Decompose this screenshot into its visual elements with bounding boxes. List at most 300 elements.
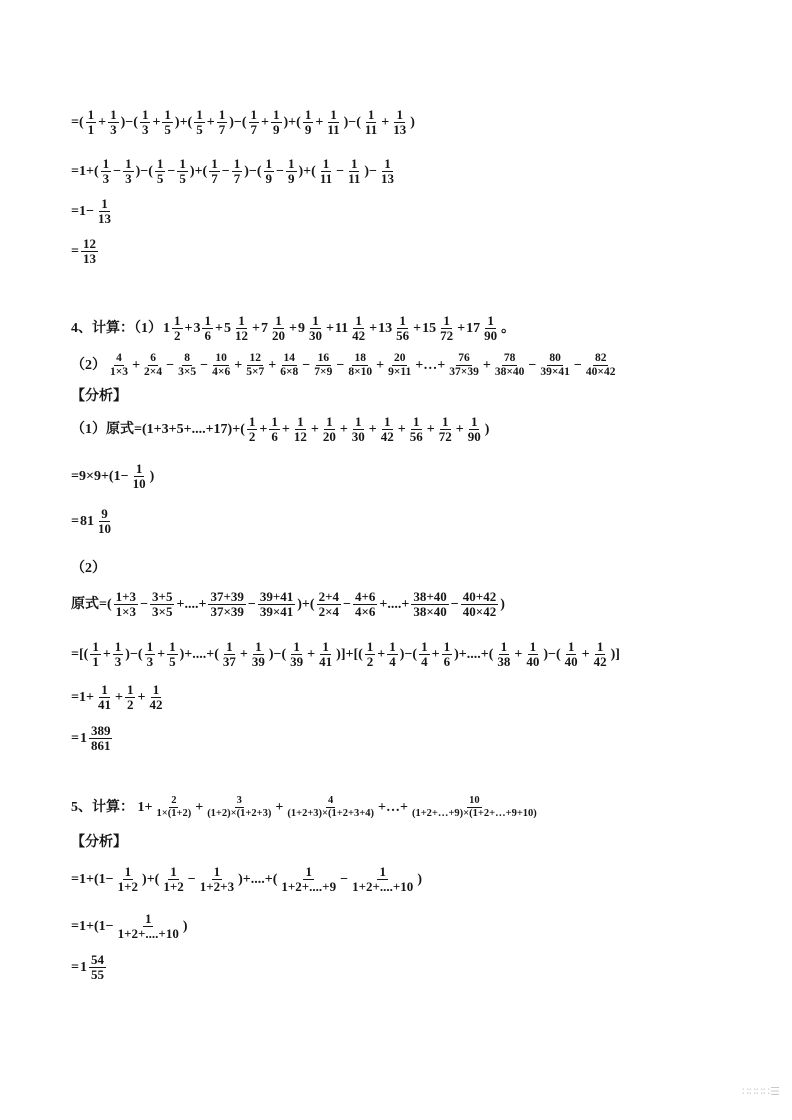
fraction-numerator: 1	[529, 639, 537, 654]
fraction-denominator: 13	[82, 251, 96, 266]
mixed-whole: 13	[378, 320, 393, 336]
fraction-denominator: 6×8	[280, 366, 299, 378]
fraction-denominator: 72	[440, 328, 454, 343]
fraction-denominator: 6	[204, 328, 211, 343]
fraction-denominator: 9	[304, 122, 312, 137]
fraction-denominator: 3×5	[178, 366, 197, 378]
math-text: =[(	[71, 646, 89, 662]
fraction-denominator: 1	[92, 654, 99, 669]
math-text: )−(	[244, 163, 262, 179]
fraction-denominator: 42	[149, 697, 163, 712]
fraction-numerator: 2+4	[318, 589, 339, 604]
math-text: )+(	[174, 114, 193, 130]
math-text: −	[140, 596, 149, 612]
math-text: +	[152, 114, 161, 130]
fraction	[410, 795, 539, 820]
fraction-denominator: 56	[396, 328, 410, 343]
fraction-numerator: 1	[124, 864, 132, 879]
fraction-numerator: 1	[226, 639, 233, 654]
fraction-numerator: 1	[152, 682, 160, 697]
math-text: 5、计算： 1+	[71, 799, 153, 815]
fraction-numerator: 1	[384, 156, 391, 171]
fraction	[114, 590, 138, 619]
math-text: +	[369, 320, 378, 336]
fraction	[321, 415, 338, 444]
math-text: （1）原式=(1+3+5+....+17)+(	[71, 421, 245, 437]
fraction-numerator: 82	[594, 352, 607, 364]
math-text: +	[195, 799, 204, 815]
fraction-numerator: 9	[101, 506, 108, 521]
fraction	[387, 640, 398, 669]
mixed-number	[466, 314, 500, 343]
math-text: )	[417, 871, 422, 887]
math-text: =1+(1−	[71, 871, 114, 887]
fraction-numerator: 1	[384, 414, 391, 429]
fraction	[108, 108, 119, 137]
fraction-denominator: 861	[90, 738, 111, 753]
math-text: 【分析】	[71, 389, 127, 404]
math-text: −	[221, 163, 230, 179]
fraction-denominator: 1+2+....+10	[117, 926, 179, 941]
math-line-q5-analysis	[70, 836, 128, 850]
fraction-numerator: 1+3	[115, 589, 137, 604]
math-text: +	[426, 421, 435, 437]
math-line-q4-a1-l1	[70, 415, 490, 444]
fraction	[194, 108, 205, 137]
fraction-denominator: 40	[564, 654, 578, 669]
math-text: =1+(1−	[71, 918, 114, 934]
math-line-q4-title	[70, 314, 516, 343]
fraction	[271, 108, 282, 137]
fraction-numerator: 1	[174, 313, 181, 328]
fraction	[176, 352, 198, 379]
fraction	[96, 683, 113, 712]
math-text: =(	[71, 114, 84, 130]
math-text: +	[413, 320, 422, 336]
fraction-numerator: 8	[184, 352, 190, 364]
fraction-numerator: 1	[125, 156, 132, 171]
math-text: +…+	[377, 799, 408, 815]
fraction	[221, 640, 238, 669]
math-text: =	[71, 730, 79, 746]
fraction-denominator: 56	[409, 429, 423, 444]
mixed-number	[335, 314, 368, 343]
fraction-numerator: 1	[567, 639, 575, 654]
fraction-numerator: 1	[312, 313, 319, 328]
fraction	[217, 108, 228, 137]
math-text: 【分析】	[71, 835, 127, 850]
math-text: )+(	[297, 596, 315, 612]
math-text: )−(	[543, 646, 561, 662]
fraction	[365, 640, 376, 669]
mixed-number	[261, 314, 288, 343]
fraction-denominator: 13	[393, 122, 407, 137]
fraction-numerator: 2	[171, 795, 177, 806]
fraction-numerator: 76	[458, 352, 470, 364]
fraction-denominator: 4	[389, 654, 396, 669]
fraction	[89, 724, 113, 753]
fraction	[167, 640, 178, 669]
math-text: )+(	[298, 163, 316, 179]
fraction-numerator: 1	[146, 639, 154, 654]
fraction	[233, 314, 250, 343]
math-text: )−(	[268, 646, 287, 662]
fraction-numerator: 10	[215, 352, 227, 364]
math-text: )−(	[229, 114, 247, 130]
math-text: +	[98, 114, 107, 130]
math-text: )	[484, 421, 490, 437]
math-text: +…+	[415, 357, 446, 373]
fraction-numerator: 6	[150, 352, 156, 364]
mixed-whole: 11	[334, 320, 349, 336]
fraction-numerator: 1	[443, 313, 450, 328]
math-text: −	[573, 357, 582, 373]
fraction-numerator: 1	[169, 639, 176, 654]
math-text: −	[247, 596, 256, 612]
fraction	[524, 640, 541, 669]
fraction-denominator: 39	[251, 654, 265, 669]
mixed-whole: 1	[163, 320, 170, 336]
fraction-numerator: 16	[317, 352, 330, 364]
mixed-number	[80, 953, 107, 982]
fraction	[270, 314, 287, 343]
math-text: )	[182, 918, 188, 934]
math-text: +	[251, 320, 260, 336]
fraction-numerator: 12	[82, 236, 96, 251]
mixed-number	[80, 724, 114, 753]
fraction-numerator: 1	[255, 639, 262, 654]
fraction	[447, 352, 481, 379]
math-text: +	[457, 320, 466, 336]
fraction-numerator: 1	[196, 107, 203, 122]
math-text: )−(	[343, 114, 361, 130]
fraction-denominator: 1+2+3	[199, 879, 235, 894]
fraction-numerator: 1	[326, 414, 333, 429]
fraction	[108, 352, 130, 379]
fraction-denominator: 30	[351, 429, 365, 444]
fraction-denominator: 12	[293, 429, 307, 444]
math-line-p1-l4	[70, 237, 99, 266]
fraction-denominator: 1×3	[115, 604, 137, 619]
math-text: −	[340, 871, 349, 887]
fraction-denominator: 7	[233, 171, 241, 186]
math-text: −	[343, 596, 351, 612]
fraction	[96, 507, 113, 536]
fraction	[244, 352, 266, 379]
fraction-numerator: 37+39	[210, 589, 244, 604]
fraction	[391, 108, 408, 137]
math-text: +	[157, 646, 166, 662]
fraction	[482, 314, 499, 343]
fraction	[161, 865, 185, 894]
math-text: +	[482, 357, 491, 373]
fraction	[346, 157, 362, 186]
fraction	[247, 415, 258, 444]
fraction-denominator: 5	[164, 122, 171, 137]
fraction-numerator: 1	[248, 414, 256, 429]
fraction-numerator: 1	[288, 156, 295, 171]
fraction	[493, 352, 527, 379]
fraction-numerator: 1	[179, 156, 186, 171]
math-text: −	[113, 163, 122, 179]
fraction-numerator: 54	[90, 952, 104, 967]
fraction	[350, 415, 367, 444]
math-text: −	[528, 357, 537, 373]
math-text: )+(	[283, 114, 301, 130]
fraction	[205, 795, 273, 820]
math-text: +	[377, 646, 386, 662]
fraction	[411, 590, 448, 619]
math-line-q4-a1-l3	[70, 507, 114, 536]
fraction-numerator: 1	[500, 639, 508, 654]
math-text: +	[581, 646, 590, 662]
fraction-numerator: 1	[92, 639, 99, 654]
mixed-whole: 1	[79, 959, 87, 975]
fraction-denominator: 3	[114, 654, 122, 669]
fraction	[363, 108, 379, 137]
math-text: −	[302, 357, 311, 373]
fraction	[495, 640, 512, 669]
fraction-denominator: 1+2+....+9	[281, 879, 337, 894]
math-text: =	[71, 513, 79, 529]
math-text: +	[268, 357, 277, 373]
fraction-denominator: 20	[271, 328, 285, 343]
math-text: =1+(	[71, 163, 99, 179]
fraction	[250, 640, 267, 669]
fraction	[125, 683, 136, 712]
fraction-numerator: 1	[399, 313, 406, 328]
math-text: +	[310, 421, 319, 437]
fraction-denominator: 20	[322, 429, 336, 444]
fraction-numerator: 1	[293, 639, 300, 654]
fraction-denominator: (1+2+3)×(1+2+3+4)	[287, 808, 374, 819]
fraction-denominator: 37×39	[449, 366, 479, 378]
fraction	[353, 590, 377, 619]
mixed-whole: 1	[79, 730, 87, 746]
math-text: +	[206, 114, 215, 130]
fraction	[312, 352, 334, 379]
math-text: =1+	[71, 689, 94, 705]
fraction-denominator: 30	[308, 328, 322, 343]
math-text: +	[455, 421, 464, 437]
fraction	[140, 108, 151, 137]
math-text: )−(	[120, 114, 138, 130]
fraction	[346, 352, 374, 379]
fraction	[317, 590, 341, 619]
fraction	[131, 462, 148, 491]
fraction	[172, 314, 183, 343]
fraction-denominator: 2	[126, 697, 134, 712]
fraction-denominator: 5×7	[246, 366, 265, 378]
fraction-numerator: 1	[443, 639, 451, 654]
fraction	[150, 590, 174, 619]
fraction-numerator: 1	[273, 107, 280, 122]
fraction-numerator: 1	[101, 196, 108, 211]
fraction-numerator: 4	[116, 352, 122, 364]
fraction-denominator: 3	[110, 122, 117, 137]
fraction	[438, 314, 455, 343]
math-text: +	[288, 320, 297, 336]
math-text: )−(	[135, 163, 153, 179]
fraction	[86, 108, 97, 137]
fraction	[285, 795, 376, 820]
fraction	[325, 108, 341, 137]
math-line-q4-analysis	[70, 390, 128, 404]
fraction-denominator: 72	[438, 429, 452, 444]
fraction-numerator: 1	[396, 107, 403, 122]
math-line-p1-l1	[70, 108, 416, 137]
fraction-numerator: 78	[503, 352, 516, 364]
math-text: =9×9+(1−	[71, 468, 129, 484]
math-text: −	[276, 163, 284, 179]
fraction	[592, 640, 609, 669]
fraction-denominator: 4×6	[212, 366, 231, 378]
mixed-number	[224, 314, 251, 343]
fraction	[350, 865, 415, 894]
fraction-denominator: 13	[97, 211, 111, 226]
fraction-numerator: 1	[487, 313, 494, 328]
fraction-numerator: 1	[135, 461, 143, 476]
fraction	[198, 865, 236, 894]
fraction-denominator: (1+2)×(1+2+3)	[207, 808, 272, 819]
fraction	[303, 108, 314, 137]
math-text: −	[336, 163, 345, 179]
fraction-numerator: 1	[110, 107, 117, 122]
fraction-numerator: 3	[236, 795, 242, 806]
fraction	[155, 157, 166, 186]
fraction-denominator: 40	[526, 654, 540, 669]
math-text: +	[514, 646, 523, 662]
mixed-number	[378, 314, 412, 343]
fraction-numerator: 1	[330, 107, 337, 122]
math-text: （2）	[71, 357, 106, 373]
fraction-denominator: 1+2	[163, 879, 184, 894]
fraction	[101, 157, 112, 186]
fraction-denominator: 42	[380, 429, 394, 444]
math-text: −	[450, 596, 459, 612]
fraction	[394, 314, 411, 343]
fraction	[113, 640, 124, 669]
math-line-q4-a2-l3	[70, 683, 165, 712]
mixed-whole: 15	[422, 320, 437, 336]
fraction	[286, 157, 297, 186]
fraction-numerator: 1	[304, 107, 312, 122]
math-line-p1-l3	[70, 197, 114, 226]
fraction-denominator: 5	[179, 171, 186, 186]
math-text: )	[149, 468, 155, 484]
fraction-denominator: 39×41	[259, 604, 294, 619]
fraction	[350, 314, 367, 343]
mixed-number	[298, 314, 325, 343]
fraction	[81, 237, 98, 266]
mixed-number	[193, 314, 214, 343]
math-line-q4-a2-l2	[70, 640, 621, 669]
fraction-denominator: 42	[593, 654, 607, 669]
mixed-whole: 3	[193, 320, 201, 336]
fraction-denominator: 9	[273, 122, 280, 137]
fraction-denominator: 7×9	[314, 366, 333, 378]
mixed-whole: 5	[223, 320, 231, 336]
fraction	[278, 352, 300, 379]
fraction	[258, 590, 295, 619]
fraction-numerator: 1	[114, 639, 122, 654]
fraction	[264, 157, 275, 186]
fraction-denominator: 38	[497, 654, 511, 669]
fraction-denominator: 41	[97, 697, 111, 712]
fraction-numerator: 1	[250, 107, 258, 122]
fraction	[123, 157, 134, 186]
fraction-numerator: 1	[156, 156, 164, 171]
math-text: +	[307, 646, 316, 662]
math-text: +	[102, 646, 111, 662]
fraction-numerator: 40+42	[462, 589, 497, 604]
fraction-denominator: 42	[352, 328, 366, 343]
fraction	[318, 157, 334, 186]
fraction-numerator: 1	[164, 107, 171, 122]
fraction-numerator: 1	[144, 911, 152, 926]
fraction-denominator: 11	[327, 122, 340, 137]
fraction-denominator: 2×4	[144, 366, 163, 378]
fraction	[442, 640, 453, 669]
fraction-denominator: 39×41	[540, 366, 570, 378]
fraction-denominator: 7	[211, 171, 218, 186]
math-text: )+(	[189, 163, 208, 179]
mixed-number	[80, 507, 114, 536]
fraction-numerator: 1	[271, 414, 278, 429]
math-text: +	[431, 646, 440, 662]
fraction-numerator: 4+6	[354, 589, 376, 604]
fraction-denominator: 38×40	[494, 366, 525, 378]
fraction-denominator: 2	[366, 654, 374, 669]
fraction-denominator: 4	[421, 654, 428, 669]
fraction-numerator: 1	[170, 864, 177, 879]
fraction-numerator: 1	[470, 414, 478, 429]
math-text: )]	[610, 646, 620, 662]
math-text: )	[500, 596, 505, 612]
fraction-numerator: 1	[213, 864, 221, 879]
fraction	[317, 640, 334, 669]
math-text: +	[381, 114, 390, 130]
math-text: +	[184, 320, 193, 336]
fraction	[96, 197, 113, 226]
math-text: +	[275, 799, 284, 815]
fraction	[142, 352, 164, 379]
fraction-denominator: (1+2+…+9)×(1+2+…+9+10)	[411, 808, 537, 819]
fraction-numerator: 1	[389, 639, 396, 654]
fraction-numerator: 1	[141, 107, 149, 122]
fraction-numerator: 1	[322, 156, 330, 171]
fraction	[232, 157, 243, 186]
fraction	[89, 953, 106, 982]
fraction-denominator: 6	[271, 429, 278, 444]
fraction-denominator: 2	[248, 429, 256, 444]
fraction-numerator: 1	[238, 313, 245, 328]
fraction	[116, 912, 181, 941]
math-text: +	[114, 689, 123, 705]
fraction-denominator: 11	[348, 171, 361, 186]
fraction	[116, 865, 140, 894]
fraction-denominator: 1+2	[117, 879, 139, 894]
fraction	[288, 640, 305, 669]
fraction	[177, 157, 188, 186]
math-text: )+(	[142, 871, 160, 887]
fraction-denominator: 8×10	[348, 366, 373, 378]
fraction	[202, 314, 213, 343]
math-text: （2）	[71, 561, 106, 576]
fraction-numerator: 1	[596, 639, 604, 654]
fraction-numerator: 38+40	[413, 589, 447, 604]
math-line-q4-a2-label	[70, 562, 107, 576]
